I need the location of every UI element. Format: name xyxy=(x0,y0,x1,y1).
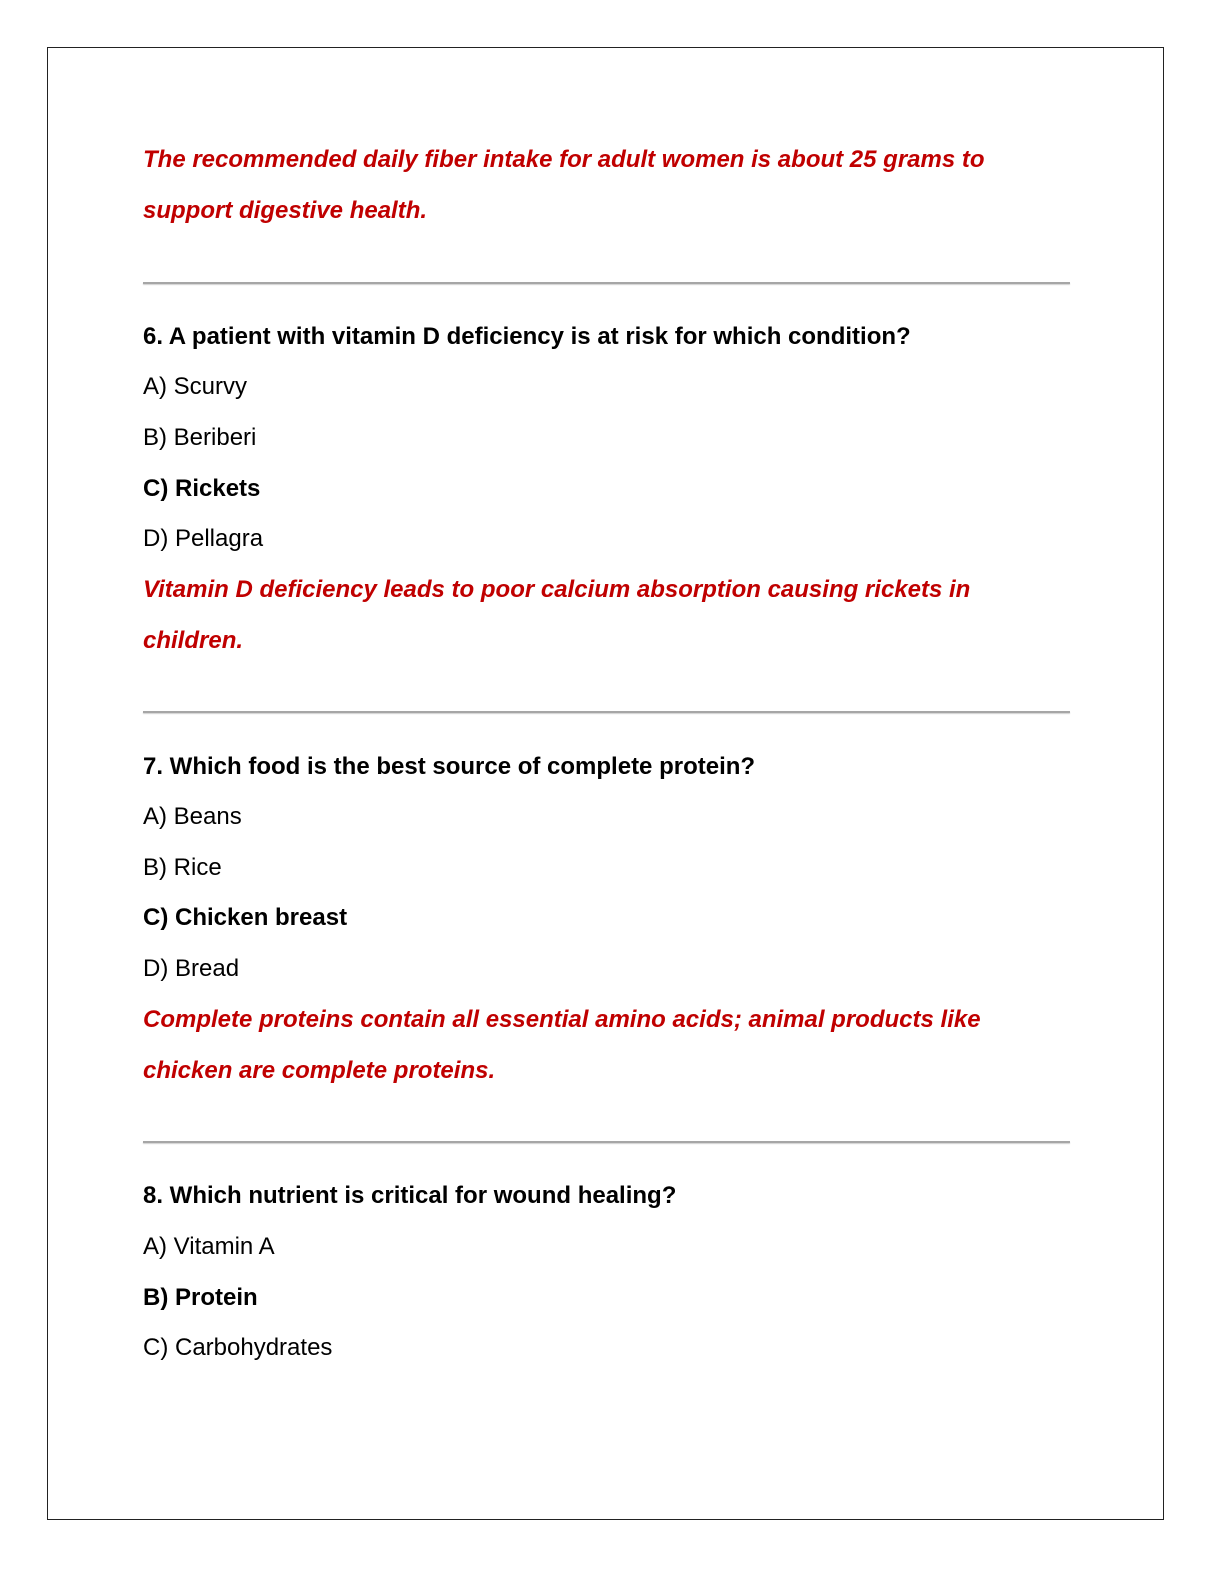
explanation-line: Complete proteins contain all essential amino acids; animal products like xyxy=(143,1006,981,1033)
question-6: 6. A patient with vitamin D deficiency is at risk for which condition? xyxy=(143,323,911,350)
option-d: D) Pellagra xyxy=(143,525,264,552)
option-c-correct: C) Rickets xyxy=(143,475,261,502)
option-d: D) Bread xyxy=(143,955,240,982)
section-divider xyxy=(143,711,1070,713)
option-c: C) Carbohydrates xyxy=(143,1334,333,1361)
option-a: A) Vitamin A xyxy=(143,1233,275,1260)
option-a: A) Scurvy xyxy=(143,373,248,400)
section-divider xyxy=(143,1141,1070,1143)
explanation-line: The recommended daily fiber intake for adult women is about 25 grams to xyxy=(143,146,985,173)
question-7: 7. Which food is the best source of complete protein? xyxy=(143,753,756,780)
option-a: A) Beans xyxy=(143,803,242,830)
option-b-correct: B) Protein xyxy=(143,1284,258,1311)
explanation-line: chicken are complete proteins. xyxy=(143,1057,496,1084)
section-divider xyxy=(143,282,1070,284)
option-c-correct: C) Chicken breast xyxy=(143,904,348,931)
explanation-line: Vitamin D deficiency leads to poor calcium absorption causing rickets in xyxy=(143,576,971,603)
option-b: B) Beriberi xyxy=(143,424,257,451)
question-8: 8. Which nutrient is critical for wound healing? xyxy=(143,1182,677,1209)
explanation-line: support digestive health. xyxy=(143,197,428,224)
explanation-line: children. xyxy=(143,627,244,654)
option-b: B) Rice xyxy=(143,854,222,881)
